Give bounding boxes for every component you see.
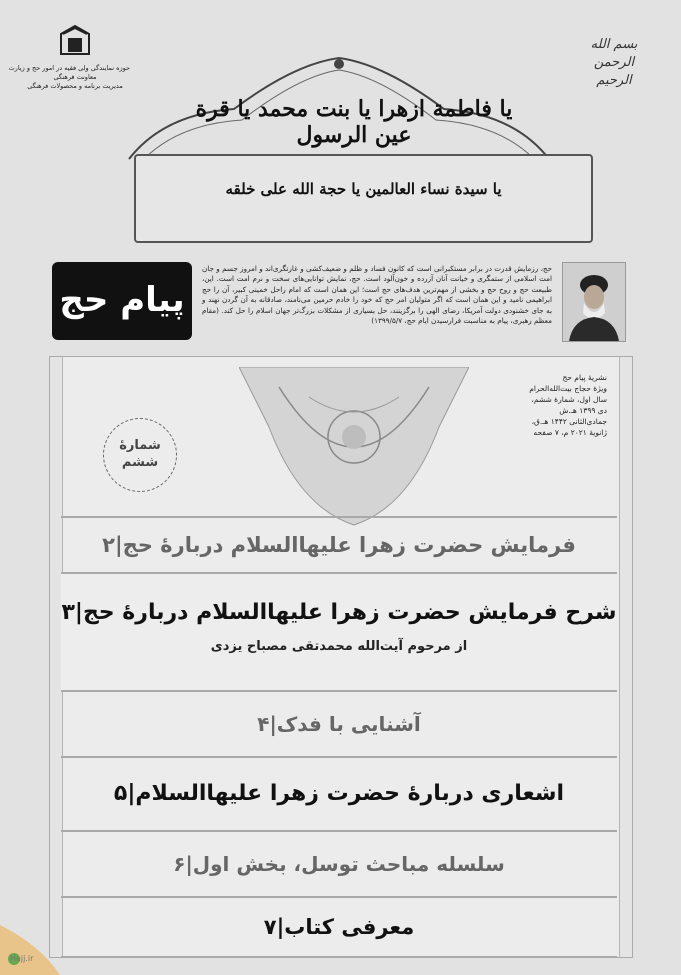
organization-logo bbox=[8, 24, 130, 114]
logo-line-3: مدیریت برنامه و محصولات فرهنگی bbox=[27, 82, 123, 90]
logo-line-1: حوزه نمایندگی ولی فقیه در امور حج و زیارت bbox=[8, 64, 130, 72]
toc-item-6[interactable] bbox=[61, 896, 617, 958]
pub-info-line: سال اول، شمارهٔ ششم، bbox=[531, 395, 607, 404]
corner-swoosh-icon bbox=[0, 915, 60, 975]
watermark-text: Hajj.ir bbox=[10, 954, 34, 963]
pub-info-line: دی ۱۳۹۹ هـ.ش bbox=[559, 406, 607, 415]
pub-info-line: نشریهٔ پیام حج bbox=[562, 373, 607, 382]
basmala-calligraphy: بسم الله الرحمن الرحیم bbox=[590, 37, 638, 88]
pub-info-line: ویژهٔ حجاج بیت‌الله‌الحرام bbox=[529, 384, 607, 393]
toc-title: معرفی کتاب|۷ bbox=[263, 915, 415, 939]
leader-portrait bbox=[562, 262, 626, 342]
issue-badge-line-1: شمارهٔ bbox=[119, 438, 161, 453]
leader-message-text: حج، رزمایش قدرت در برابر مستکبرانی است که کانون فساد و ظلم و ضعیف‌کشی و غارتگری‌اند و امروز جسم و جان امت اسلامی از ستمگری و خیانت آنان آزرده و خون‌آلود است. حج، نمایش توانایی‌های سخت و نرم امت است. این، طبیعت حج و روح حج و بخشی از مهم‌ترین هدف‌های حج است؛ این همان است که امام راحل خمینی کبیر، آن را حج ابراهیمی نامید و این همان است که اگر متولیان امر حج که خود را خادم حرمین می‌نامند، صادقانه به آن گردن نهند و به جای خشنودی دولت آمریکا، رضای الهی را برگزینند، حل بسیاری از مشکلات بزرگ‌تر جهان اسلام را حل کند. (مقام معظم رهبری، پیام به مناسبت فرارسیدن ایام حج، ۱۳۹۹/۵/۷) bbox=[202, 264, 552, 326]
toc-item-1[interactable] bbox=[61, 516, 617, 572]
kaaba-emblem-icon bbox=[55, 24, 95, 58]
floral-ornament-icon bbox=[239, 367, 469, 527]
toc-item-2[interactable] bbox=[61, 572, 617, 690]
toc-title: شرح فرمایش حضرت زهرا علیهاالسلام دربارهٔ حج|۳ bbox=[61, 600, 617, 625]
toc-title: آشنایی با فدک|۴ bbox=[257, 712, 421, 736]
calligraphy-band bbox=[134, 154, 593, 243]
toc-item-5[interactable] bbox=[61, 830, 617, 896]
toc-title: فرمایش حضرت زهرا علیهاالسلام دربارهٔ حج|۲ bbox=[102, 533, 576, 557]
issue-badge-line-2: ششم bbox=[121, 455, 159, 470]
payam-hajj-logo-text: پیام حج bbox=[59, 280, 185, 320]
toc-title: اشعاری دربارهٔ حضرت زهرا علیهاالسلام|۵ bbox=[113, 781, 565, 806]
logo-line-2: معاونت فرهنگی bbox=[53, 73, 97, 81]
payam-hajj-logo bbox=[52, 262, 192, 340]
leader-message-strip bbox=[46, 260, 634, 346]
issue-number-badge bbox=[103, 418, 177, 492]
band-calligraphy-text: یا سیدة نساء العالمین یا حجة الله علی خلقه bbox=[225, 180, 502, 198]
pub-info-line: ژانویهٔ ۲۰۲۱ م، ۷ صفحه bbox=[533, 428, 607, 437]
hadith-calligraphy-title: یا فاطمة ازهرا یا بنت محمد یا قرة عین الرسول bbox=[195, 96, 513, 148]
toc-title: سلسله مباحث توسل، بخش اول|۶ bbox=[173, 852, 505, 876]
toc-item-3[interactable] bbox=[61, 690, 617, 756]
toc-item-4[interactable] bbox=[61, 756, 617, 830]
publication-info bbox=[457, 372, 607, 438]
toc-subtitle: از مرحوم آیت‌الله محمدتقی مصباح یزدی bbox=[210, 639, 468, 654]
pub-info-line: جمادی‌الثانی ۱۴۴۲ هـ.ق، bbox=[531, 417, 607, 426]
cover-header bbox=[8, 14, 667, 254]
